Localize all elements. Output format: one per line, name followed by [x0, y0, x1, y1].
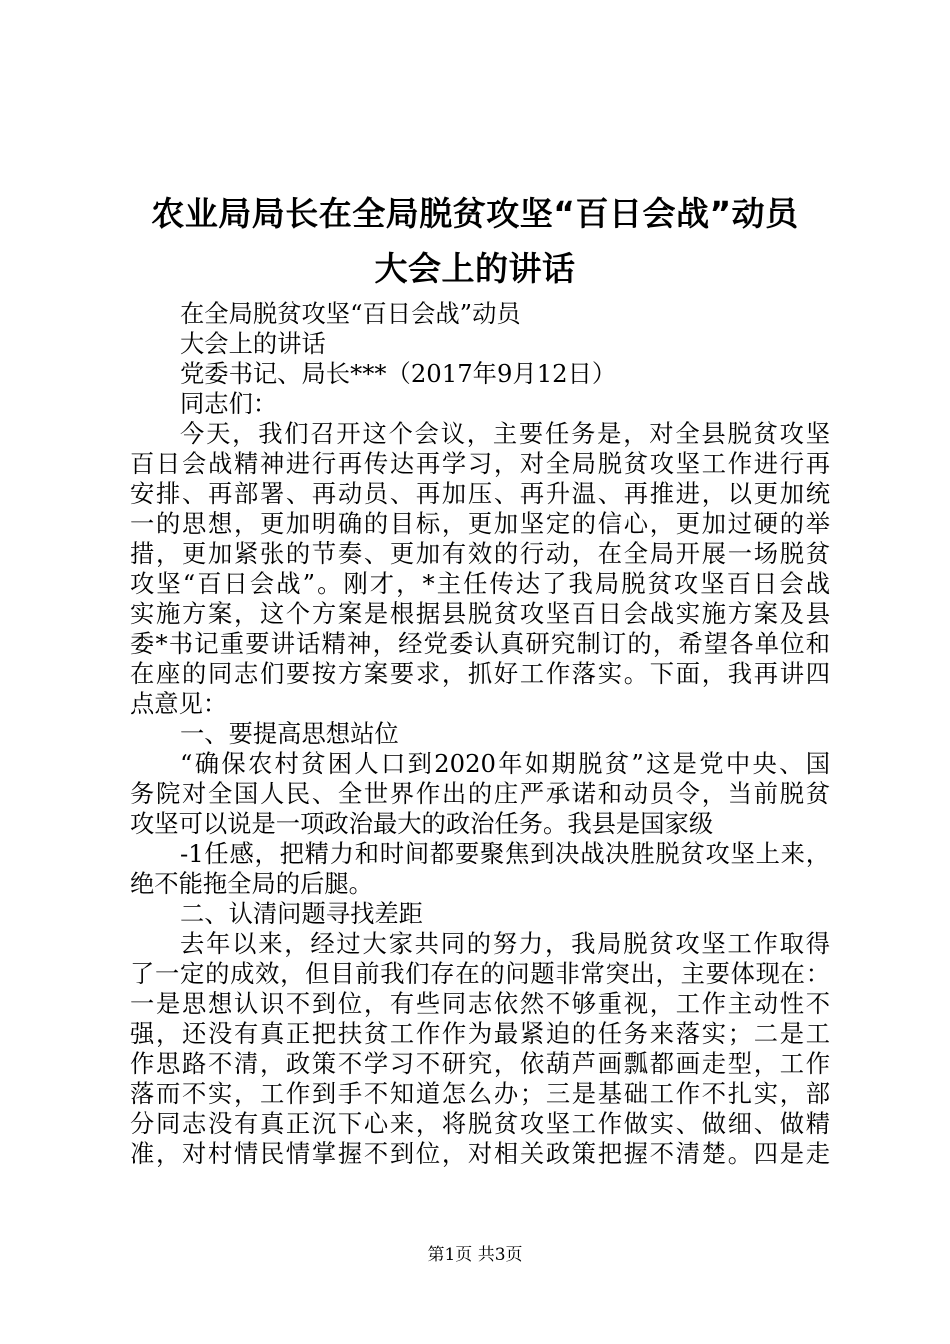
- body-line: 在座的同志们要按方案要求，抓好工作落实。下面，我再讲四: [130, 659, 830, 688]
- body-line: 委*书记重要讲话精神，经党委认真研究制订的，希望各单位和: [130, 629, 830, 658]
- body-line: 点意见：: [130, 689, 228, 718]
- body-line: -1任感，把精力和时间都要聚焦到决战决胜脱贫攻坚上来，: [180, 839, 830, 868]
- body-line: 措，更加紧张的节奏、更加有效的行动，在全局开展一场脱贫: [130, 539, 830, 568]
- body-line: 今天，我们召开这个会议，主要任务是，对全县脱贫攻坚: [180, 419, 830, 448]
- body-line: 攻坚“百日会战”。刚才，*主任传达了我局脱贫攻坚百日会战: [130, 569, 830, 598]
- body-line: 一的思想，更加明确的目标，更加坚定的信心，更加过硬的举: [130, 509, 830, 538]
- body-line: 务院对全国人民、全世界作出的庄严承诺和动员令，当前脱贫: [130, 779, 830, 808]
- body-line: 绝不能拖全局的后腿。: [130, 869, 373, 898]
- body-line: 攻坚可以说是一项政治最大的政治任务。我县是国家级: [130, 809, 714, 838]
- body-line: 一、要提高思想站位: [180, 719, 399, 748]
- document-title-line-2: 大会上的讲话: [374, 249, 576, 288]
- body-line: 大会上的讲话: [180, 329, 326, 358]
- document-body: [130, 299, 830, 1169]
- body-line: 强，还没有真正把扶贫工作作为最紧迫的任务来落实；二是工: [130, 1019, 830, 1048]
- body-line: 作思路不清，政策不学习不研究，依葫芦画瓢都画走型，工作: [130, 1049, 830, 1078]
- body-line: “确保农村贫困人口到2020年如期脱贫”这是党中央、国: [180, 749, 830, 778]
- body-line: 准，对村情民情掌握不到位，对相关政策把握不清楚。四是走: [130, 1139, 830, 1168]
- body-line: 分同志没有真正沉下心来，将脱贫攻坚工作做实、做细、做精: [130, 1109, 830, 1138]
- body-line: 落而不实，工作到手不知道怎么办；三是基础工作不扎实，部: [130, 1079, 830, 1108]
- body-line: 实施方案，这个方案是根据县脱贫攻坚百日会战实施方案及县: [130, 599, 830, 628]
- body-line: 党委书记、局长***（2017年9月12日）: [180, 359, 617, 388]
- body-line: 一是思想认识不到位，有些同志依然不够重视，工作主动性不: [130, 989, 830, 1018]
- document-title-line-1: 农业局局长在全局脱贫攻坚“百日会战”动员: [151, 194, 799, 233]
- body-line: 二、认清问题寻找差距: [180, 899, 423, 928]
- body-line: 去年以来，经过大家共同的努力，我局脱贫攻坚工作取得: [180, 929, 830, 958]
- page-footer: 第1页 共3页: [427, 1245, 523, 1265]
- body-line: 在全局脱贫攻坚“百日会战”动员: [180, 299, 521, 328]
- body-line: 安排、再部署、再动员、再加压、再升温、再推进，以更加统: [130, 479, 830, 508]
- body-line: 了一定的成效，但目前我们存在的问题非常突出，主要体现在：: [130, 959, 830, 988]
- body-line: 百日会战精神进行再传达再学习，对全局脱贫攻坚工作进行再: [130, 449, 830, 478]
- body-line: 同志们：: [180, 389, 278, 418]
